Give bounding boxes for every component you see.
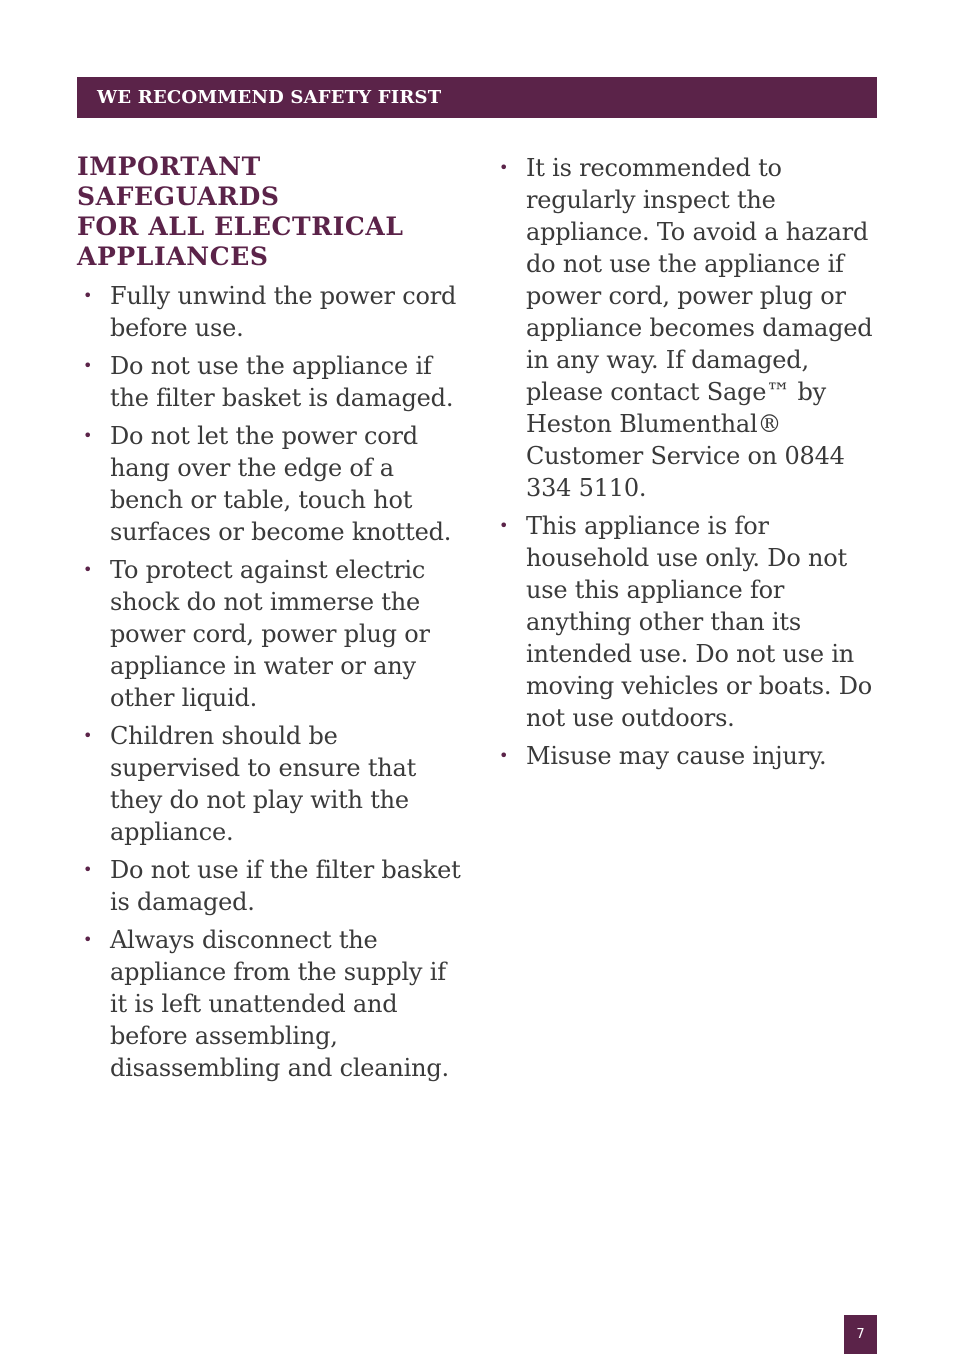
- list-item-text: It is recommended to regularly inspect the appliance. To avoid a hazard do not use the appliance if power cord, power plug or appliance becomes damaged in any way. If damaged, please contact Sage™ by Heston Blumenthal® Customer Service on 0844 334 5110.: [526, 154, 873, 502]
- left-column: [77, 152, 467, 1090]
- list-item-text: Misuse may cause injury.: [526, 742, 827, 770]
- list-item-text: Do not use the appliance if the filter basket is damaged.: [110, 352, 454, 412]
- list-item-text: To protect against electric shock do not immerse the power cord, power plug or appliance in water or any other liquid.: [110, 556, 430, 712]
- bullet-icon: •: [499, 516, 509, 535]
- heading-line-3: APPLIANCES: [77, 242, 269, 271]
- bullet-icon: •: [83, 426, 93, 445]
- right-column: [493, 152, 883, 778]
- heading-line-2: FOR ALL ELECTRICAL: [77, 212, 404, 241]
- list-item: [77, 280, 467, 344]
- bullet-icon: •: [83, 560, 93, 579]
- right-bullet-list: [493, 152, 883, 772]
- safeguards-heading: [77, 152, 467, 272]
- section-header-bar: [77, 77, 877, 118]
- page-number-badge: [844, 1315, 877, 1354]
- heading-line-1: IMPORTANT SAFEGUARDS: [77, 152, 280, 211]
- bullet-icon: •: [83, 930, 93, 949]
- list-item-text: Children should be supervised to ensure that they do not play with the appliance.: [110, 722, 417, 846]
- page-number: 7: [856, 1327, 865, 1342]
- section-header-title: WE RECOMMEND SAFETY FIRST: [97, 87, 442, 108]
- list-item: [493, 510, 883, 734]
- list-item: [493, 740, 883, 772]
- bullet-icon: •: [83, 726, 93, 745]
- list-item-text: This appliance is for household use only. Do not use this appliance for anything other than its intended use. Do not use in moving vehicles or boats. Do not use outdoors.: [526, 512, 873, 732]
- list-item-text: Do not let the power cord hang over the edge of a bench or table, touch hot surfaces or become knotted.: [110, 422, 452, 546]
- bullet-icon: •: [83, 356, 93, 375]
- list-item-text: Fully unwind the power cord before use.: [110, 282, 457, 342]
- bullet-icon: •: [499, 746, 509, 765]
- list-item: [77, 720, 467, 848]
- bullet-icon: •: [83, 860, 93, 879]
- list-item: [77, 350, 467, 414]
- list-item: [77, 554, 467, 714]
- list-item-text: Always disconnect the appliance from the supply if it is left unattended and before assembling, disassembling and cleaning.: [110, 926, 449, 1082]
- left-bullet-list: [77, 280, 467, 1084]
- list-item: [77, 420, 467, 548]
- bullet-icon: •: [499, 158, 509, 177]
- bullet-icon: •: [83, 286, 93, 305]
- list-item-text: Do not use if the filter basket is damaged.: [110, 856, 461, 916]
- list-item: [77, 854, 467, 918]
- list-item: [493, 152, 883, 504]
- list-item: [77, 924, 467, 1084]
